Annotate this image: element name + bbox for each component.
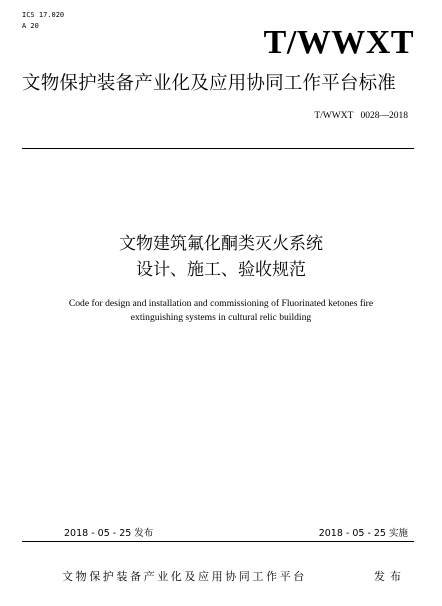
- ics-code: ICS 17.020: [22, 11, 65, 19]
- bottom-divider: [22, 541, 414, 542]
- organization-title: 文物保护装备产业化及应用协同工作平台标准: [22, 73, 397, 94]
- standard-brand: T/WWXT: [263, 24, 414, 61]
- effective-date: 2018 - 05 - 25 实施: [318, 528, 408, 539]
- document-title-line-1: 文物建筑氟化酮类灭火系统: [119, 234, 323, 254]
- class-code: A 20: [22, 22, 39, 30]
- top-divider: [22, 148, 414, 149]
- publish-label: 发布: [374, 570, 406, 583]
- publisher-name: 文物保护装备产业化及应用协同工作平台: [62, 570, 307, 583]
- standard-number: T/WWXT 0028—2018: [314, 111, 408, 121]
- english-title-line-2: extinguishing systems in cultural relic building: [130, 312, 312, 323]
- issue-date: 2018 - 05 - 25 发布: [64, 528, 154, 539]
- classification-codes: [22, 10, 64, 32]
- document-title-line-2: 设计、施工、验收规范: [136, 260, 306, 280]
- english-title-line-1: Code for design and installation and commissioning of Fluorinated ketones fire: [68, 298, 374, 309]
